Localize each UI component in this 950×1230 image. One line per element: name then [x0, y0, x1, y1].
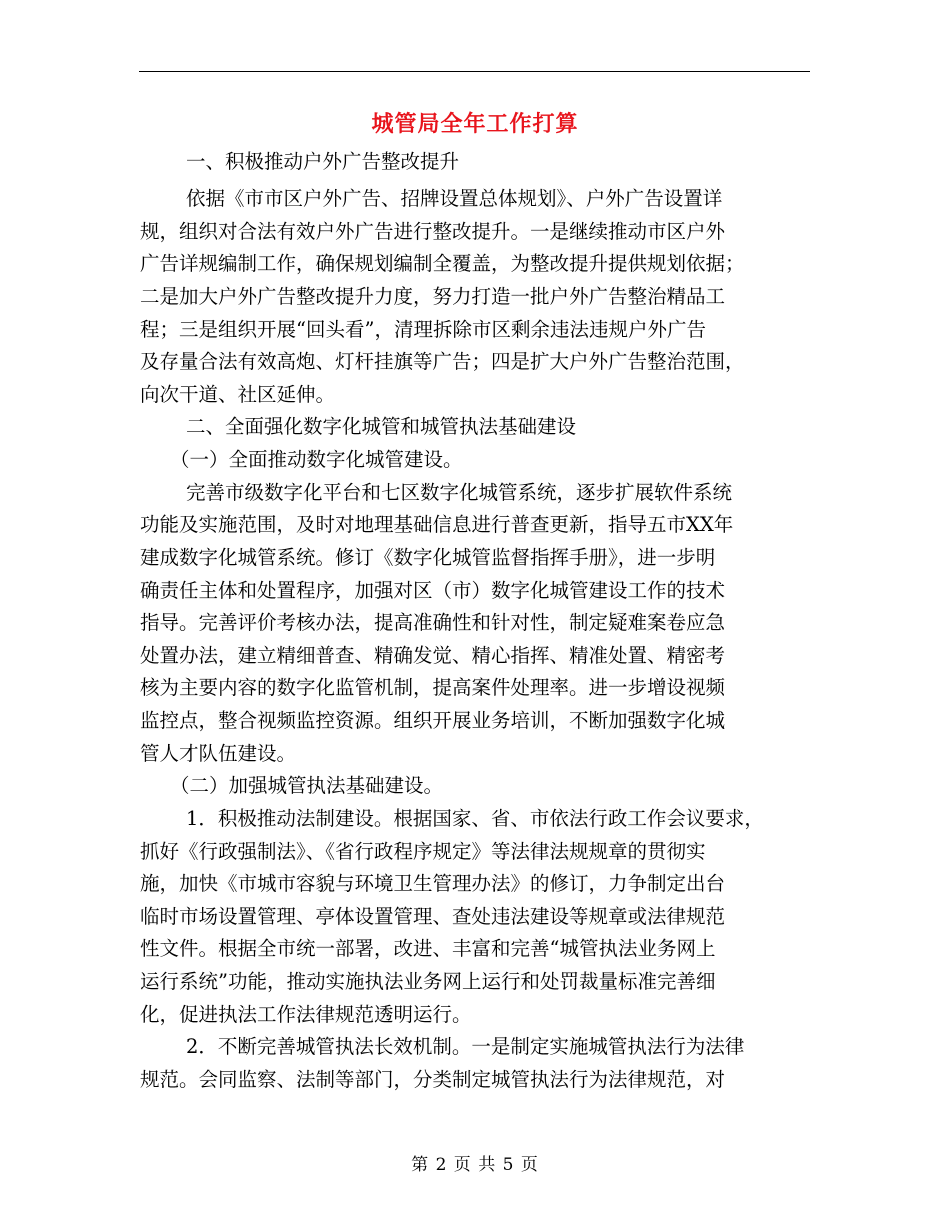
section-heading-2: 二、全面强化数字化城管和城管执法基础建设	[186, 415, 577, 438]
paragraph-line: 1．积极推动法制建设。根据国家、省、市依法行政工作会议要求，	[186, 807, 764, 830]
paragraph-line: 施，加快《市城市容貌与环境卫生管理办法》的修订，力争制定出台	[140, 872, 726, 895]
paragraph-line: 程；三是组织开展“回头看”，清理拆除市区剩余违法违规户外广告	[140, 318, 706, 341]
paragraph-line: 完善市级数字化平台和七区数字化城管系统，逐步扩展软件系统	[186, 481, 733, 504]
paragraph-line: 依据《市市区户外广告、招牌设置总体规划》、户外广告设置详	[186, 187, 723, 210]
paragraph-line: 核为主要内容的数字化监管机制，提高案件处理率。进一步增设视频	[140, 676, 726, 699]
document-title: 城管局全年工作打算	[371, 112, 579, 137]
paragraph-line: 处置办法，建立精细普查、精确发觉、精心指挥、精准处置、精密考	[140, 644, 726, 667]
page-number: 第 2 页 共 5 页	[411, 1155, 539, 1175]
paragraph-line: 规，组织对合法有效户外广告进行整改提升。一是继续推动市区户外	[140, 220, 726, 243]
paragraph-line: 确责任主体和处置程序，加强对区（市）数字化城管建设工作的技术	[140, 579, 726, 602]
paragraph-line: 建成数字化城管系统。修订《数字化城管监督指挥手册》，进一步明	[140, 546, 716, 569]
paragraph-line: 管人才队伍建设。	[140, 742, 297, 765]
section-heading-1: 一、积极推动户外广告整改提升	[186, 150, 460, 173]
subsection-heading: （一）全面推动数字化城管建设。	[170, 448, 463, 471]
paragraph-line: 二是加大户外广告整改提升力度，努力打造一批户外广告整治精品工	[140, 285, 726, 308]
paragraph-line: 及存量合法有效高炮、灯杆挂旗等广告；四是扩大户外广告整治范围，	[140, 350, 745, 373]
paragraph-line: 临时市场设置管理、亭体设置管理、查处违法建设等规章或法律规范	[140, 905, 726, 928]
paragraph-line: 功能及实施范围，及时对地理基础信息进行普查更新，指导五市XX年	[140, 513, 734, 536]
paragraph-line: 广告详规编制工作，确保规划编制全覆盖，为整改提升提供规划依据；	[140, 252, 745, 275]
paragraph-line: 运行系统”功能，推动实施执法业务网上运行和处罚裁量标准完善细	[140, 970, 716, 993]
paragraph-line: 向次干道、社区延伸。	[140, 383, 336, 406]
paragraph-line: 抓好《行政强制法》、《省行政程序规定》等法律法规规章的贯彻实	[140, 840, 706, 863]
paragraph-line: 性文件。根据全市统一部署，改进、丰富和完善“城管执法业务网上	[140, 937, 716, 960]
paragraph-line: 监控点，整合视频监控资源。组织开展业务培训，不断加强数字化城	[140, 709, 726, 732]
paragraph-line: 化，促进执法工作法律规范透明运行。	[140, 1003, 472, 1026]
paragraph-line: 规范。会同监察、法制等部门，分类制定城管执法行为法律规范，对	[140, 1068, 726, 1091]
paragraph-line: 2．不断完善城管执法长效机制。一是制定实施城管执法行为法律	[186, 1035, 745, 1058]
header-rule	[139, 71, 810, 72]
subsection-heading: （二）加强城管执法基础建设。	[170, 774, 444, 797]
paragraph-line: 指导。完善评价考核办法，提高准确性和针对性，制定疑难案卷应急	[140, 611, 726, 634]
